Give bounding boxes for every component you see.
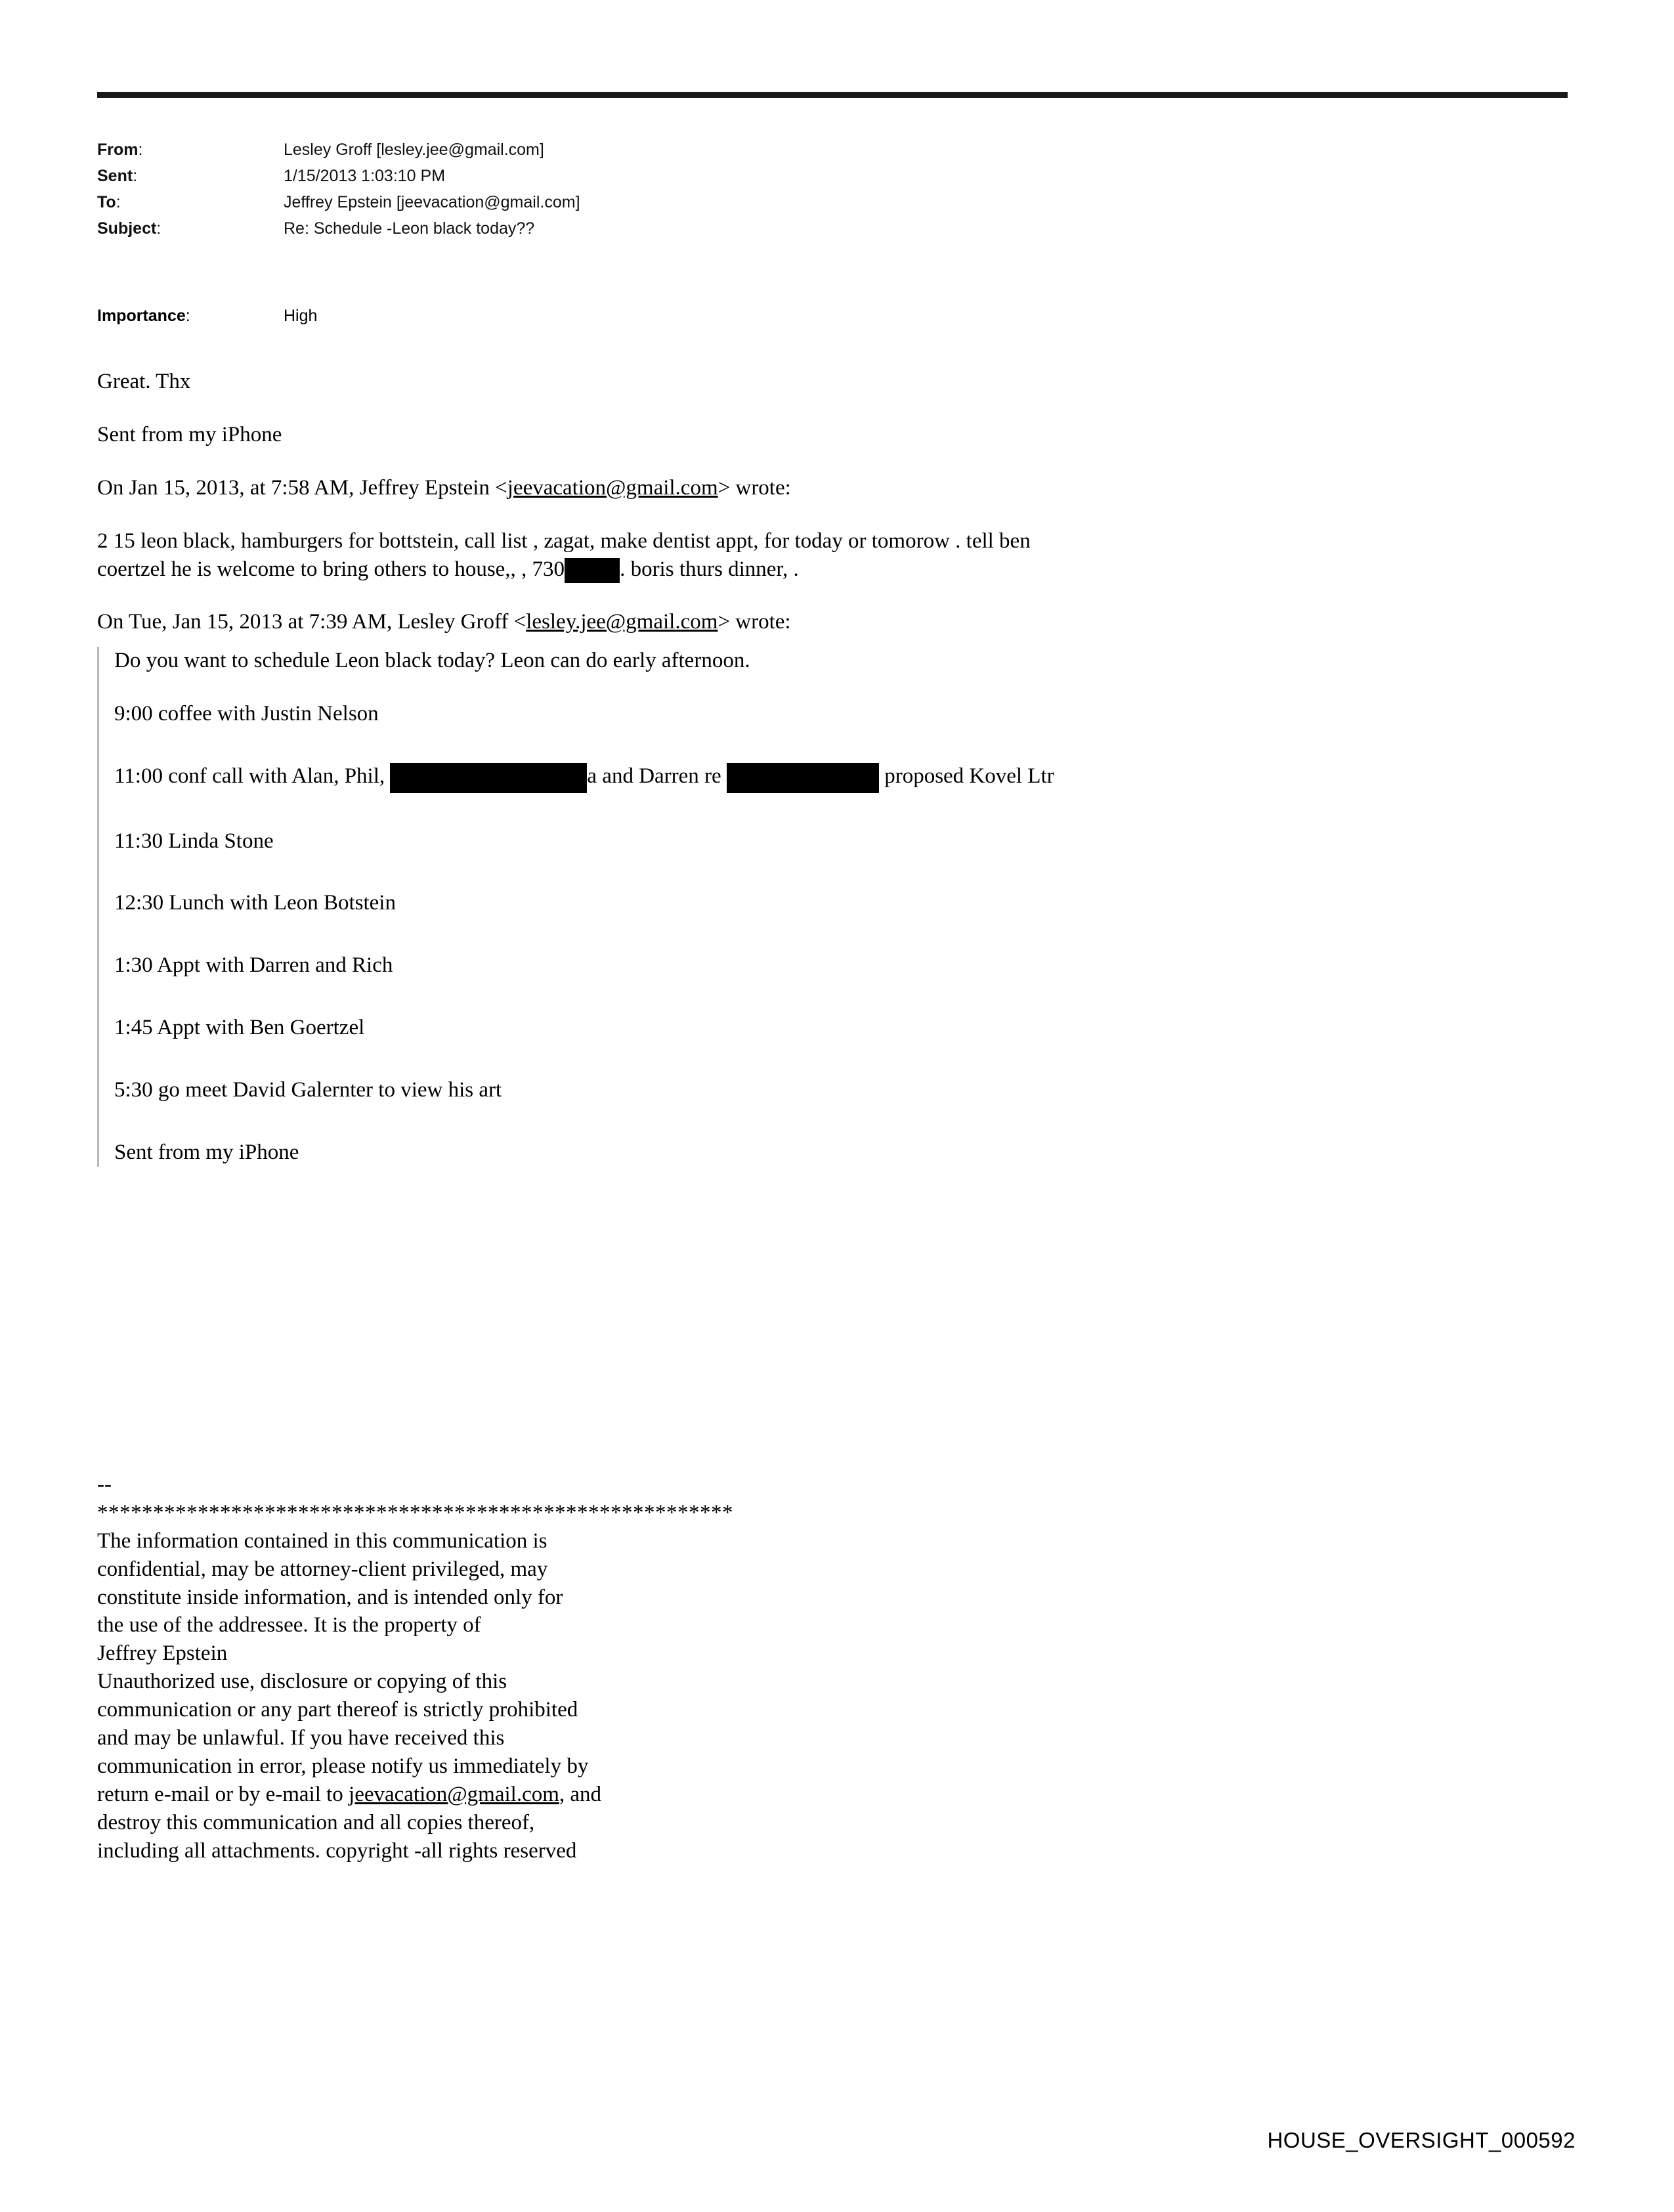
email-link-jeevacation-2[interactable]: jeevacation@gmail.com — [349, 1782, 559, 1806]
agenda-item-0130: 1:30 Appt with Darren and Rich — [114, 953, 393, 978]
agenda-item-0900: 9:00 coffee with Justin Nelson — [114, 702, 379, 726]
agenda-item-1100-mid: a and Darren re — [587, 764, 721, 789]
header-value-importance: High — [284, 307, 318, 325]
epstein-message-line2-pre: coertzel he is welcome to bring others to house,, , 730 — [97, 557, 565, 581]
disclaimer-line-2: confidential, may be attorney-client privileged, may — [97, 1557, 548, 1581]
email-body — [97, 368, 1568, 1201]
reply-attribution-epstein-pre: On Jan 15, 2013, at 7:58 AM, Jeffrey Epstein < — [97, 475, 507, 500]
disclaimer-line-10: destroy this communication and all copies thereof, — [97, 1810, 535, 1834]
disclaimer-dashes: -- — [97, 1473, 112, 1496]
agenda-item-1100-pre: 11:00 conf call with Alan, Phil, — [114, 764, 385, 789]
disclaimer-line-5: Jeffrey Epstein — [97, 1641, 228, 1666]
disclaimer-star-rule: ********************************************************* — [97, 1500, 733, 1525]
disclaimer-return-post: , and — [559, 1782, 602, 1806]
redaction-box-name-2 — [727, 763, 879, 793]
disclaimer-line-6: Unauthorized use, disclosure or copying of this — [97, 1670, 507, 1694]
quote-indent-bar — [97, 647, 99, 1167]
body-greeting: Great. Thx — [97, 370, 191, 393]
header-value-from: Lesley Groff [lesley.jee@gmail.com] — [284, 141, 544, 159]
disclaimer-line-11: including all attachments. copyright -all rights reserved — [97, 1838, 577, 1863]
header-label-sent: Sent: — [97, 167, 138, 185]
disclaimer-line-9: communication in error, please notify us immediately by — [97, 1754, 589, 1778]
header-row-importance — [97, 304, 1541, 328]
confidentiality-disclaimer — [97, 1471, 1082, 1865]
epstein-message-text — [97, 527, 1568, 584]
agenda-item-1100 — [114, 762, 1568, 792]
bates-number: HOUSE_OVERSIGHT_000592 — [1267, 2128, 1576, 2152]
header-row-sent — [97, 163, 1541, 189]
header-label-subject: Subject: — [97, 219, 161, 238]
header-label-from: From: — [97, 141, 143, 159]
groff-question: Do you want to schedule Leon black today? Leon can do early afternoon. — [114, 649, 750, 673]
reply-attribution-groff-pre: On Tue, Jan 15, 2013 at 7:39 AM, Lesley Groff < — [97, 610, 526, 634]
disclaimer-line-1: The information contained in this communication is — [97, 1529, 547, 1553]
email-link-jeevacation-1[interactable]: jeevacation@gmail.com — [507, 475, 718, 500]
agenda-item-1100-post: proposed Kovel Ltr — [884, 764, 1054, 789]
body-signature-bottom: Sent from my iPhone — [114, 1140, 299, 1164]
disclaimer-line-3: constitute inside information, and is intended only for — [97, 1585, 563, 1609]
agenda-item-1230: 12:30 Lunch with Leon Botstein — [114, 891, 396, 915]
disclaimer-return-pre: return e-mail or by e-mail to — [97, 1782, 349, 1806]
header-row-from — [97, 137, 1541, 163]
header-divider-rule — [97, 92, 1568, 98]
redaction-box-name-1 — [390, 763, 587, 793]
header-value-subject: Re: Schedule -Leon black today?? — [284, 219, 535, 238]
disclaimer-line-return — [97, 1781, 1082, 1809]
header-value-sent: 1/15/2013 1:03:10 PM — [284, 167, 446, 185]
disclaimer-line-4: the use of the addressee. It is the property of — [97, 1613, 481, 1637]
epstein-message-line1: 2 15 leon black, hamburgers for bottstein, call list , zagat, make dentist appt, for today or tomorow . tell ben — [97, 529, 1031, 553]
header-label-to: To: — [97, 193, 121, 211]
agenda-item-0530: 5:30 go meet David Galernter to view his art — [114, 1078, 502, 1102]
redaction-box-time — [565, 558, 620, 583]
quoted-message-block — [97, 647, 1568, 1167]
reply-attribution-epstein-post: > wrote: — [718, 475, 791, 500]
email-link-lesley-groff[interactable]: lesley.jee@gmail.com — [526, 610, 718, 634]
header-value-to: Jeffrey Epstein [jeevacation@gmail.com] — [284, 193, 580, 211]
importance-field — [97, 304, 1541, 328]
reply-attribution-groff — [97, 608, 1568, 636]
header-row-subject — [97, 215, 1541, 242]
body-signature-top: Sent from my iPhone — [97, 422, 282, 446]
agenda-item-0145: 1:45 Appt with Ben Goertzel — [114, 1016, 365, 1040]
header-row-to — [97, 189, 1541, 215]
reply-attribution-groff-post: > wrote: — [718, 610, 791, 634]
disclaimer-line-8: and may be unlawful. If you have received this — [97, 1726, 505, 1750]
agenda-item-1130: 11:30 Linda Stone — [114, 829, 274, 853]
header-label-importance: Importance: — [97, 307, 190, 325]
disclaimer-line-7: communication or any part thereof is strictly prohibited — [97, 1698, 578, 1722]
reply-attribution-epstein — [97, 474, 1568, 502]
epstein-message-line2-post: . boris thurs dinner, . — [620, 557, 799, 581]
email-header-fields — [97, 137, 1541, 242]
